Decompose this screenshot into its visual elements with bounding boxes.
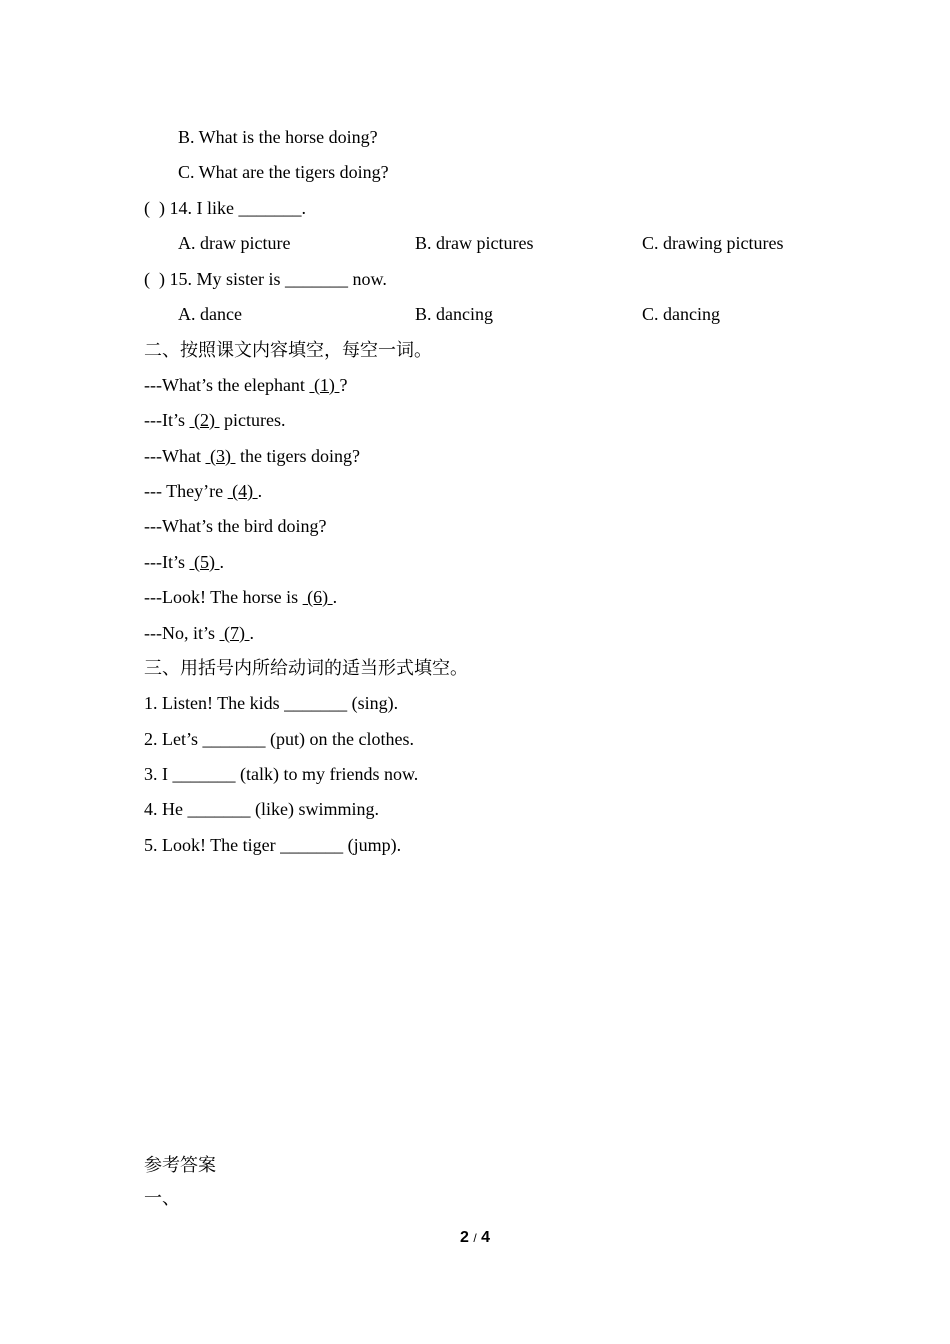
page-separator: / <box>473 1231 477 1245</box>
section3-heading: 三、用括号内所给动词的适当形式填空。 <box>144 658 468 678</box>
q14-stem: ( ) 14. I like _______. <box>144 198 306 218</box>
q15-stem: ( ) 15. My sister is _______ now. <box>144 269 387 289</box>
blank-1: (1) <box>309 375 340 395</box>
page-total: 4 <box>481 1229 491 1246</box>
q15-option-a: A. dance <box>178 304 242 324</box>
verb-item-2: 2. Let’s _______ (put) on the clothes. <box>144 729 414 749</box>
q14-option-b: B. draw pictures <box>415 233 534 253</box>
verb-item-5: 5. Look! The tiger _______ (jump). <box>144 835 402 855</box>
q15-option-b: B. dancing <box>415 304 493 324</box>
dialogue-line: ---No, it’s (7) . <box>144 623 254 643</box>
dialogue-line: ---What’s the bird doing? <box>144 516 327 536</box>
dialogue-line: ---It’s (5) . <box>144 552 224 572</box>
q14-option-a: A. draw picture <box>178 233 291 253</box>
answers-section-one: 一、 <box>144 1188 180 1208</box>
dialogue-line: ---What (3) the tigers doing? <box>144 446 360 466</box>
dialogue-line: --- They’re (4) . <box>144 481 263 501</box>
blank-4: (4) <box>227 481 258 501</box>
page-current: 2 <box>459 1229 469 1246</box>
blank-2: (2) <box>189 410 220 430</box>
dialogue-line: ---What’s the elephant (1) ? <box>144 375 348 395</box>
blank-5: (5) <box>189 552 220 572</box>
q15-option-c: C. dancing <box>642 304 720 324</box>
section2-heading: 二、按照课文内容填空，每空一词。 <box>144 340 432 360</box>
blank-6: (6) <box>302 587 333 607</box>
verb-item-4: 4. He _______ (like) swimming. <box>144 799 379 819</box>
dialogue-line: ---Look! The horse is (6) . <box>144 587 338 607</box>
verb-item-3: 3. I _______ (talk) to my friends now. <box>144 764 419 784</box>
blank-3: (3) <box>205 446 236 466</box>
q14-option-c: C. drawing pictures <box>642 233 784 253</box>
blank-7: (7) <box>219 623 250 643</box>
answers-title: 参考答案 <box>144 1155 216 1175</box>
q13-option-b: B. What is the horse doing? <box>178 127 378 147</box>
verb-item-1: 1. Listen! The kids _______ (sing). <box>144 693 399 713</box>
page-number <box>0 1229 950 1247</box>
q13-option-c: C. What are the tigers doing? <box>178 162 389 182</box>
dialogue-line: ---It’s (2) pictures. <box>144 410 286 430</box>
